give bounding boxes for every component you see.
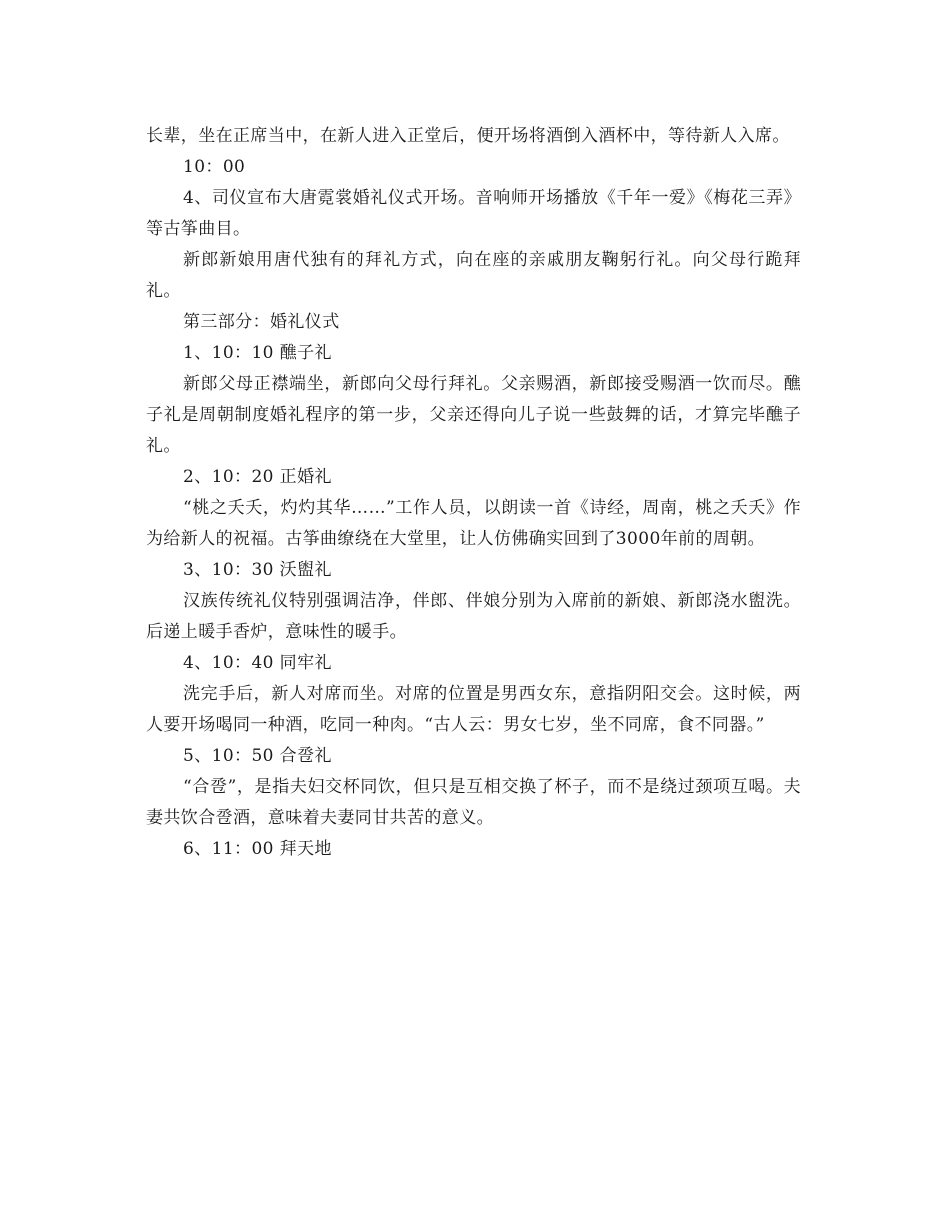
step-heading-woguan: 3、10：30 沃盥礼 — [183, 560, 332, 580]
paragraph-woguan: 汉族传统礼仪特别强调洁净，伴郎、伴娘分别为入席前的新娘、新郎浇水盥洗。后递上暖手香炉，意味性的暖手。 — [146, 591, 801, 642]
paragraph-jiaozi: 新郎父母正襟端坐，新郎向父母行拜礼。父亲赐酒，新郎接受赐酒一饮而尽。醮子礼是周朝制度婚礼程序的第一步，父亲还得向儿子说一些鼓舞的话，才算完毕醮子礼。 — [146, 374, 801, 456]
step-heading-tonglao: 4、10：40 同牢礼 — [183, 653, 332, 673]
section-heading-part-three: 第三部分：婚礼仪式 — [183, 312, 340, 332]
paragraph-ceremony-start: 4、司仪宣布大唐霓裳婚礼仪式开场。音响师开场播放《千年一爱》《梅花三弄》等古筝曲目。 — [146, 188, 801, 239]
step-heading-hejin: 5、10：50 合卺礼 — [183, 746, 332, 766]
step-heading-jiaozi: 1、10：10 醮子礼 — [183, 343, 332, 363]
time-heading-1000: 10：00 — [183, 157, 246, 177]
step-heading-zhenghun: 2、10：20 正婚礼 — [183, 467, 332, 487]
step-heading-baitiandi: 6、11：00 拜天地 — [183, 839, 332, 859]
paragraph-elder-seat: 长辈，坐在正席当中，在新人进入正堂后，便开场将酒倒入酒杯中，等待新人入席。 — [146, 126, 790, 146]
paragraph-tang-bow: 新郎新娘用唐代独有的拜礼方式，向在座的亲戚朋友鞠躬行礼。向父母行跪拜礼。 — [146, 250, 801, 301]
paragraph-tonglao: 洗完手后，新人对席而坐。对席的位置是男西女东，意指阴阳交会。这时候，两人要开场喝同一种酒，吃同一种肉。“古人云：男女七岁，坐不同席，食不同器。” — [146, 684, 801, 735]
paragraph-zhenghun: “桃之夭夭，灼灼其华……”工作人员，以朗读一首《诗经，周南，桃之夭夭》作为给新人的祝福。古筝曲缭绕在大堂里，让人仿佛确实回到了3000年前的周朝。 — [146, 498, 801, 549]
paragraph-hejin: “合卺”，是指夫妇交杯同饮，但只是互相交换了杯子，而不是绕过颈项互喝。夫妻共饮合卺酒，意味着夫妻同甘共苦的意义。 — [146, 777, 801, 828]
document-body — [146, 121, 801, 865]
